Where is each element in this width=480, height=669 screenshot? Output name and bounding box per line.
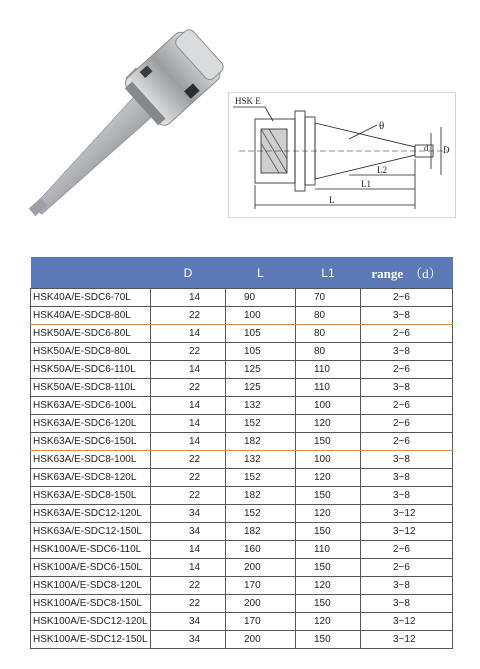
cell-d: 22 [151,577,226,595]
table-row [31,595,453,613]
cell-d: 22 [151,487,226,505]
cell-d: 22 [151,451,226,469]
table-row [31,361,453,379]
cell-range: 3~8 [361,487,453,505]
table-row [31,541,453,559]
cell-l1: 120 [296,577,361,595]
cell-l: 105 [226,325,296,343]
cell-l: 170 [226,577,296,595]
cell-l1: 150 [296,559,361,577]
cell-range: 3~12 [361,631,453,649]
cell-d: 34 [151,631,226,649]
cell-l1: 110 [296,379,361,397]
cell-model: HSK100A/E-SDC12-150L [31,631,151,649]
table-row [31,613,453,631]
header-d: D [151,257,226,289]
cell-l1: 120 [296,415,361,433]
cell-model: HSK100A/E-SDC8-150L [31,595,151,613]
cell-l1: 120 [296,469,361,487]
cell-model: HSK50A/E-SDC6-80L [31,325,151,343]
cell-model: HSK40A/E-SDC6-70L [31,289,151,307]
cell-range: 3~8 [361,451,453,469]
drawing-label-theta: θ [379,120,385,132]
cell-d: 34 [151,505,226,523]
cell-l1: 70 [296,289,361,307]
cell-range: 3~8 [361,307,453,325]
cell-d: 14 [151,541,226,559]
cell-d: 14 [151,325,226,343]
cell-d: 22 [151,469,226,487]
cell-range: 3~8 [361,577,453,595]
cell-range: 3~8 [361,379,453,397]
table-row [31,415,453,433]
table-row [31,307,453,325]
cell-model: HSK50A/E-SDC8-110L [31,379,151,397]
cell-l: 152 [226,469,296,487]
cell-model: HSK100A/E-SDC6-150L [31,559,151,577]
cell-l1: 110 [296,541,361,559]
spec-table [30,257,453,649]
cell-model: HSK63A/E-SDC8-120L [31,469,151,487]
cell-l1: 120 [296,613,361,631]
cell-d: 14 [151,415,226,433]
cell-d: 34 [151,613,226,631]
cell-l: 182 [226,523,296,541]
cell-l: 182 [226,487,296,505]
table-row [31,469,453,487]
cell-range: 3~12 [361,523,453,541]
cell-d: 22 [151,595,226,613]
table-row [31,289,453,307]
cell-d: 14 [151,289,226,307]
tool-holder-photo [22,8,242,228]
cell-model: HSK63A/E-SDC6-150L [31,433,151,451]
cell-model: HSK63A/E-SDC8-150L [31,487,151,505]
cell-model: HSK50A/E-SDC8-80L [31,343,151,361]
drawing-label-d-large: D [443,145,450,155]
cell-d: 22 [151,379,226,397]
cell-l1: 150 [296,433,361,451]
table-row [31,487,453,505]
drawing-label-l1: L1 [361,179,371,189]
cell-l1: 80 [296,343,361,361]
cell-model: HSK100A/E-SDC12-120L [31,613,151,631]
table-row [31,577,453,595]
header-l: L [226,257,296,289]
cell-l: 152 [226,505,296,523]
cell-l: 105 [226,343,296,361]
header-range-unit: （d） [409,266,442,281]
table-row [31,631,453,649]
header-range-label: range [371,266,404,281]
header-range [361,257,453,289]
cell-model: HSK63A/E-SDC6-100L [31,397,151,415]
cell-model: HSK50A/E-SDC6-110L [31,361,151,379]
cell-l: 90 [226,289,296,307]
spec-table-body [31,289,453,649]
table-row [31,559,453,577]
cell-range: 2~6 [361,415,453,433]
drawing-label-d-small: d [424,143,429,153]
cell-l1: 150 [296,595,361,613]
cell-l1: 80 [296,325,361,343]
cell-model: HSK40A/E-SDC8-80L [31,307,151,325]
cell-l1: 110 [296,361,361,379]
cell-l: 200 [226,595,296,613]
cell-range: 3~8 [361,469,453,487]
cell-range: 3~12 [361,505,453,523]
cell-l: 132 [226,451,296,469]
table-row [31,433,453,451]
table-row [31,325,453,343]
cell-model: HSK100A/E-SDC8-120L [31,577,151,595]
cell-range: 2~6 [361,397,453,415]
cell-d: 14 [151,559,226,577]
table-row [31,523,453,541]
drawing-label-l: L [329,195,335,205]
cell-range: 2~6 [361,289,453,307]
cell-range: 2~6 [361,433,453,451]
cell-range: 2~6 [361,325,453,343]
drawing-label-l2: L2 [377,165,387,175]
table-row [31,397,453,415]
cell-d: 22 [151,343,226,361]
cell-model: HSK63A/E-SDC6-120L [31,415,151,433]
cell-l1: 150 [296,487,361,505]
cell-range: 3~8 [361,595,453,613]
table-row [31,379,453,397]
cell-l: 152 [226,415,296,433]
table-row [31,505,453,523]
cell-range: 2~6 [361,361,453,379]
cell-model: HSK63A/E-SDC12-150L [31,523,151,541]
cell-l1: 150 [296,631,361,649]
header-model [31,257,151,289]
cell-l: 170 [226,613,296,631]
cell-l1: 80 [296,307,361,325]
cell-l1: 120 [296,505,361,523]
table-header-row [31,257,453,289]
cell-l: 125 [226,361,296,379]
cell-l: 160 [226,541,296,559]
header-l1: L1 [296,257,361,289]
cell-l1: 100 [296,397,361,415]
technical-drawing [228,92,456,218]
cell-d: 14 [151,361,226,379]
table-row [31,451,453,469]
cell-model: HSK63A/E-SDC8-100L [31,451,151,469]
cell-d: 14 [151,397,226,415]
cell-range: 3~12 [361,613,453,631]
cell-range: 2~6 [361,541,453,559]
cell-l1: 100 [296,451,361,469]
cell-model: HSK63A/E-SDC12-120L [31,505,151,523]
cell-range: 3~8 [361,343,453,361]
cell-l: 200 [226,631,296,649]
table-row [31,343,453,361]
cell-l: 182 [226,433,296,451]
cell-d: 34 [151,523,226,541]
drawing-label-hsk: HSK E [235,96,261,106]
cell-l: 132 [226,397,296,415]
cell-l: 125 [226,379,296,397]
cell-d: 14 [151,433,226,451]
cell-l1: 150 [296,523,361,541]
cell-d: 22 [151,307,226,325]
cell-l: 200 [226,559,296,577]
cell-range: 2~6 [361,559,453,577]
cell-l: 100 [226,307,296,325]
cell-model: HSK100A/E-SDC6-110L [31,541,151,559]
